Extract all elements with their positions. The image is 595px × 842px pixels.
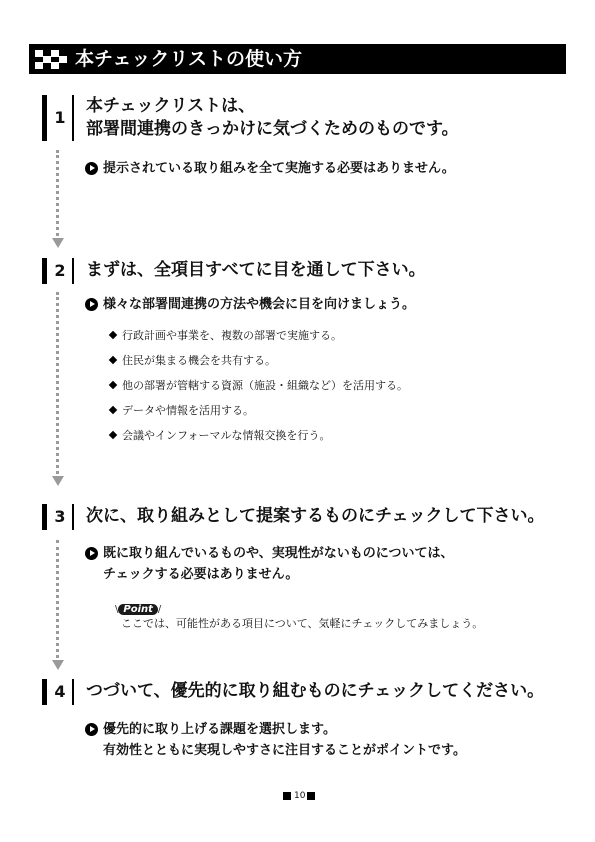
- arrow-down-icon: [52, 476, 64, 486]
- diamond-bullet-icon: [109, 381, 117, 389]
- diamond-bullet-icon: [109, 431, 117, 439]
- section-header: [29, 44, 566, 74]
- diamond-bullet-icon: [109, 331, 117, 339]
- step-2-number-box: [42, 258, 74, 284]
- point-label: \ Point /: [115, 604, 162, 615]
- list-item: 住民が集まる機会を共有する。: [122, 354, 276, 367]
- step-2-title: まずは、全項目すべてに目を通して下さい。: [86, 260, 426, 280]
- footer-square-icon: [307, 792, 315, 800]
- step-1-title-line-1: 本チェックリストは、: [86, 96, 256, 116]
- triangle-bullet-icon: [85, 723, 98, 736]
- diamond-bullet-icon: [109, 356, 117, 364]
- connector-dots: [56, 292, 59, 474]
- list-item: 行政計画や事業を、複数の部署で実施する。: [122, 329, 342, 342]
- list-item: データや情報を活用する。: [122, 404, 254, 417]
- checker-icon: [35, 50, 65, 68]
- step-number: 4: [54, 682, 66, 701]
- step-4-point-line-1: 優先的に取り上げる課題を選択します。: [103, 722, 336, 737]
- connector-dots: [56, 150, 59, 236]
- step-3-title: 次に、取り組みとして提案するものにチェックして下さい。: [86, 506, 545, 526]
- list-item: 他の部署が管轄する資源（施設・組織など）を活用する。: [122, 379, 408, 392]
- step-1-title-line-2: 部署間連携のきっかけに気づくためのものです。: [86, 119, 459, 139]
- diamond-bullet-icon: [109, 406, 117, 414]
- point-badge: Point: [118, 604, 158, 615]
- point-note: ここでは、可能性がある項目について、気軽にチェックしてみましょう。: [121, 617, 484, 630]
- step-2-point: 様々な部署間連携の方法や機会に目を向けましょう。: [103, 297, 416, 312]
- step-3-number-box: [42, 504, 74, 530]
- connector-dots: [56, 540, 59, 658]
- step-number: 3: [54, 507, 66, 526]
- arrow-down-icon: [52, 238, 64, 248]
- triangle-bullet-icon: [85, 162, 98, 175]
- step-4-number-box: [42, 679, 74, 705]
- step-1-point: 提示されている取り組みを全て実施する必要はありません。: [103, 161, 455, 176]
- page-title: 本チェックリストの使い方: [75, 48, 303, 70]
- step-4-point-line-2: 有効性とともに実現しやすさに注目することがポイントです。: [103, 743, 466, 758]
- step-3-point-line-1: 既に取り組んでいるものや、実現性がないものについては、: [103, 546, 454, 561]
- triangle-bullet-icon: [85, 547, 98, 560]
- step-3-point-line-2: チェックする必要はありません。: [103, 567, 299, 582]
- triangle-bullet-icon: [85, 298, 98, 311]
- list-item: 会議やインフォーマルな情報交換を行う。: [122, 429, 331, 442]
- step-number: 1: [54, 108, 66, 127]
- page-number: 10: [294, 791, 306, 801]
- step-1-number-box: [42, 95, 74, 141]
- step-4-title: つづいて、優先的に取り組むものにチェックしてください。: [86, 681, 545, 701]
- step-number: 2: [54, 261, 66, 280]
- footer-square-icon: [283, 792, 291, 800]
- arrow-down-icon: [52, 660, 64, 670]
